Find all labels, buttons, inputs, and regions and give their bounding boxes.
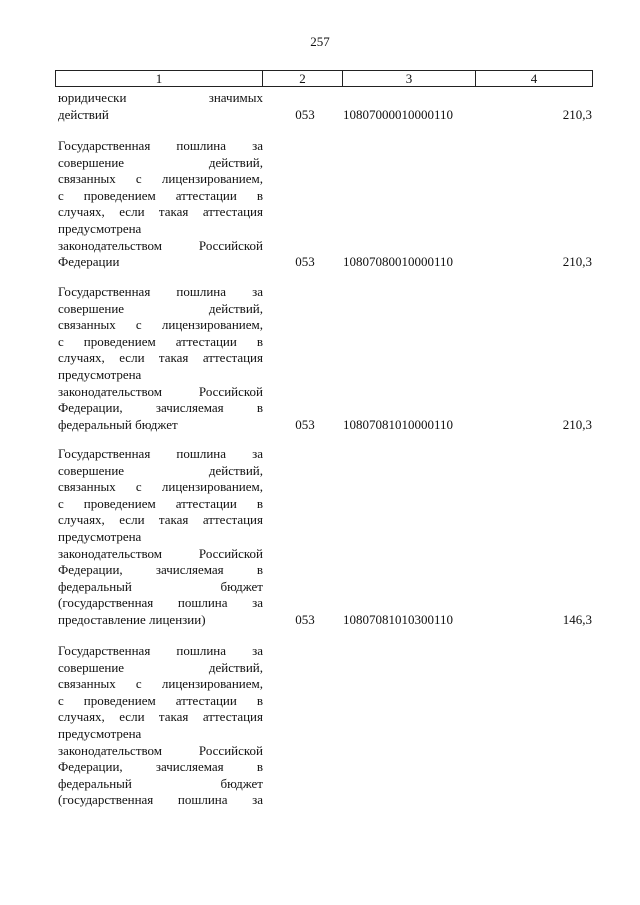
description-line: совершение действий, (58, 154, 263, 170)
description-line: законодательством Российской (58, 383, 263, 399)
description-line: с проведением аттестации в (58, 187, 263, 203)
description-line: федеральный бюджет (58, 416, 178, 432)
description-line: законодательством Российской (58, 237, 263, 253)
description-line: Государственная пошлина за (58, 643, 263, 658)
description-line: предоставление лицензии) (58, 611, 206, 627)
description-line: федеральный бюджет (58, 775, 263, 791)
row-code: 053 (295, 106, 315, 122)
row-description (58, 90, 263, 123)
description-line: случаях, если такая аттестация (58, 512, 263, 528)
row-amount: 146,3 (562, 612, 592, 627)
row-kbk: 10807081010000110 (343, 416, 454, 432)
header-col-2: 2 (263, 71, 343, 86)
description-line: Федерации, зачисляемая в (58, 400, 263, 416)
description-line: связанных с лицензированием, (58, 676, 263, 692)
row-description (58, 446, 263, 629)
row-amount: 210,3 (562, 254, 592, 270)
description-line: с проведением аттестации в (58, 333, 263, 349)
row-kbk: 10807081010300110 (343, 612, 454, 627)
row-kbk: 10807080010000110 (343, 254, 454, 270)
row-description (58, 643, 263, 809)
description-line: случаях, если такая аттестация (58, 709, 263, 725)
description-line: с проведением аттестации в (58, 692, 263, 708)
description-line: юридически значимых (58, 90, 263, 105)
row-description (58, 138, 263, 271)
description-line: совершение действий, (58, 659, 263, 675)
table-header (55, 70, 593, 87)
description-line: Государственная пошлина за (58, 446, 263, 461)
row-amount: 210,3 (562, 106, 592, 122)
description-line: связанных с лицензированием, (58, 171, 263, 187)
row-code: 053 (295, 612, 315, 627)
row-kbk: 10807000010000110 (343, 106, 454, 122)
description-line: предусмотрена (58, 366, 142, 382)
header-col-1: 1 (56, 71, 263, 86)
description-line: связанных с лицензированием, (58, 317, 263, 333)
description-line: (государственная пошлина за (58, 595, 263, 611)
description-line: (государственная пошлина за (58, 792, 263, 808)
description-line: совершение действий, (58, 300, 263, 316)
description-line: федеральный бюджет (58, 578, 263, 594)
header-col-4: 4 (530, 71, 538, 86)
description-line: Федерации, зачисляемая в (58, 759, 263, 775)
page-number: 257 (310, 34, 330, 49)
description-line: законодательством Российской (58, 545, 263, 561)
description-line: предусмотрена (58, 725, 142, 741)
description-line: с проведением аттестации в (58, 495, 263, 511)
row-description (58, 284, 263, 433)
description-line: Федерации (58, 254, 120, 270)
description-line: случаях, если такая аттестация (58, 204, 263, 220)
description-line: Государственная пошлина за (58, 284, 263, 299)
description-line: предусмотрена (58, 528, 142, 544)
description-line: Государственная пошлина за (58, 138, 263, 153)
header-col-3: 3 (343, 71, 476, 86)
row-amount: 210,3 (562, 416, 592, 432)
description-line: предусмотрена (58, 220, 142, 236)
description-line: связанных с лицензированием, (58, 479, 263, 495)
description-line: совершение действий, (58, 462, 263, 478)
description-line: Федерации, зачисляемая в (58, 562, 263, 578)
description-line: случаях, если такая аттестация (58, 350, 263, 366)
description-line: действий (58, 106, 109, 122)
row-code: 053 (295, 254, 315, 270)
description-line: законодательством Российской (58, 742, 263, 758)
row-code: 053 (295, 416, 315, 432)
